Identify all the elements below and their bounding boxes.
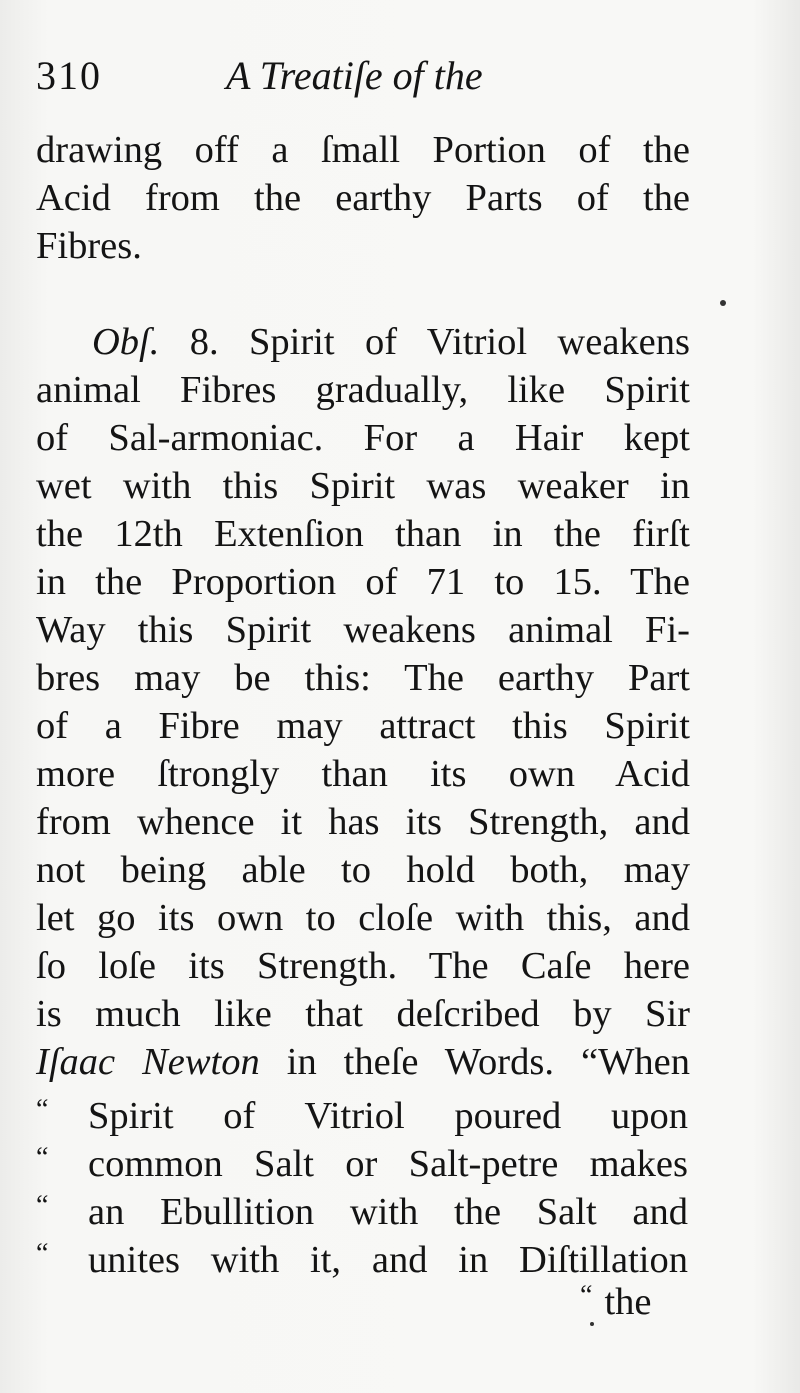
text-line: wet with this Spirit was weaker in [36, 465, 690, 507]
text-line: let go its own to cloſe with this, and [36, 897, 690, 939]
obs-line [92, 318, 690, 366]
text-line: bres may be this: The earthy Part [36, 657, 690, 699]
text-line: of a Fibre may attract this Spirit [36, 705, 690, 747]
quote-line [36, 1134, 690, 1188]
page-number: 310 [36, 53, 102, 98]
obs-label: Obſ. [92, 321, 160, 363]
text-line: of Sal-armoniac. For a Hair kept [36, 417, 690, 459]
text-line: animal Fibres gradually, like Spirit [36, 369, 690, 411]
newton-tail: in theſe Words. “When [259, 1041, 690, 1083]
quote-mark: “ [580, 1280, 593, 1311]
text-line: Fibres. [36, 225, 142, 267]
quote-mark: “ [36, 1094, 49, 1125]
ink-speck [720, 300, 726, 306]
newton-line [36, 1038, 690, 1086]
ink-speck [590, 1322, 594, 1326]
text-line: Way this Spirit weakens animal Fi- [36, 609, 690, 651]
newton-name: Iſaac Newton [36, 1041, 260, 1083]
text-line: more ſtrongly than its own Acid [36, 753, 690, 795]
quote-line [36, 1182, 690, 1236]
quote-mark: “ [36, 1142, 49, 1173]
running-title: A Treatiſe of the [226, 53, 483, 98]
quote-line [36, 1086, 690, 1140]
obs-text: 8. Spirit of Vitriol weakens [159, 321, 690, 363]
catchword-text: the [604, 1281, 652, 1323]
catchword [580, 1272, 651, 1326]
text-line: is much like that deſcribed by Sir [36, 993, 690, 1035]
text-line: drawing off a ſmall Portion of the [36, 129, 690, 171]
quote-mark: “ [36, 1190, 49, 1221]
text-line: in the Proportion of 71 to 15. The [36, 561, 690, 603]
text-line: the 12th Extenſion than in the firſt [36, 513, 690, 555]
text-line: Acid from the earthy Parts of the [36, 177, 690, 219]
quote-text: unites with it, and in Diſtillation [88, 1239, 688, 1281]
text-line: from whence it has its Strength, and [36, 801, 690, 843]
quote-text: common Salt or Salt-petre makes [88, 1143, 688, 1185]
text-line: ſo loſe its Strength. The Caſe here [36, 945, 690, 987]
quote-mark: “ [36, 1238, 49, 1269]
quote-text: an Ebullition with the Salt and [88, 1191, 688, 1233]
text-line: not being able to hold both, may [36, 849, 690, 891]
quote-text: Spirit of Vitriol poured upon [88, 1095, 688, 1137]
page-header [36, 52, 736, 112]
